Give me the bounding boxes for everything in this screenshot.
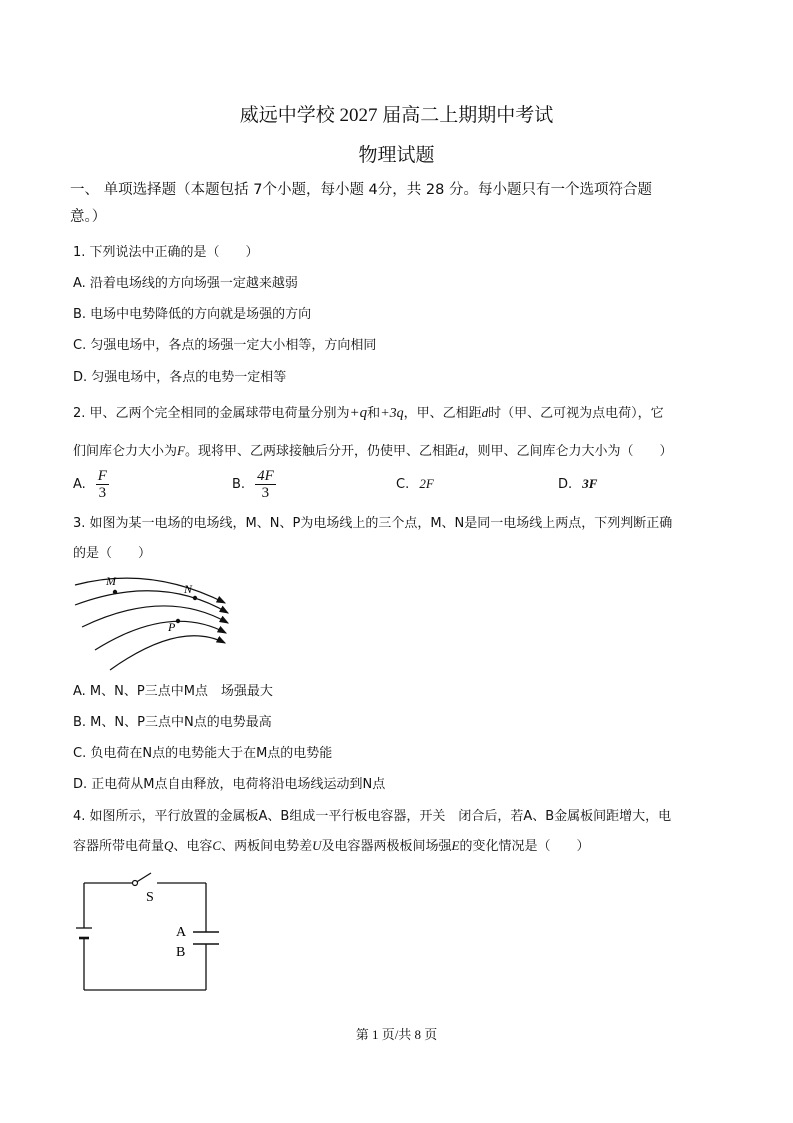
q2-stem-a: 2. 甲、乙两个完全相同的金属球带电荷量分别为 (73, 406, 350, 421)
q1-option-d: D. 匀强电场中，各点的电势一定相等 (73, 370, 287, 385)
q2-option-a-den: 3 (98, 484, 107, 501)
label-n: N (184, 582, 193, 596)
q4-line2-a: 容器所带电荷量 (73, 839, 165, 854)
q2-charge1: +q (349, 405, 368, 421)
q2-option-a-label: A. (73, 476, 86, 492)
q3-option-a: A. M、N、P三点中M点 场强最大 (73, 684, 273, 699)
q2-line2-c: ，则甲、乙间库仑力大小为（ ） (464, 444, 673, 459)
q2-option-d-value: 3F (582, 476, 598, 491)
q4-line2-c: 、两板间电势差 (221, 839, 313, 854)
switch-pivot (133, 881, 138, 886)
exam-subtitle: 物理试题 (358, 145, 435, 166)
q4-symbol-e: E (451, 838, 460, 853)
q2-charge2: +3q (380, 406, 404, 421)
q4-symbol-c: C (212, 838, 222, 853)
q2-stem-c: 时（甲、乙可视为点电荷），它 (488, 406, 664, 421)
q2-stem-line1 (73, 402, 664, 422)
q2-distance-d2: d (457, 443, 465, 458)
q2-option-b-den: 3 (261, 484, 270, 501)
q2-option-c-value: 2F (419, 476, 434, 491)
q2-option-b-num: 4F (257, 467, 274, 484)
q2-line2-b: 。现将甲、乙两球接触后分开，仍使甲、乙相距 (184, 444, 458, 459)
q2-option-c-label: C. (396, 477, 410, 492)
q3-field-lines-figure (70, 565, 240, 675)
q2-option-b-label: B. (232, 476, 246, 492)
exam-title: 威远中学校 2027 届高二上期期中考试 (239, 105, 554, 126)
q1-option-a: A. 沿着电场线的方向场强一定越来越弱 (73, 276, 298, 291)
q2-option-b (232, 464, 276, 504)
q4-stem-line2 (73, 835, 589, 854)
q2-distance-d: d (481, 405, 489, 420)
q2-option-c (396, 476, 434, 492)
q3-option-d: D. 正电荷从M点自由释放，电荷将沿电场线运动到N点 (73, 777, 386, 792)
q1-stem: 1. 下列说法中正确的是（ ） (73, 245, 259, 260)
section-heading-line1: 一、 单项选择题（本题包括 7个小题，每小题 4分，共 28 分。每小题只有一个选项符合题 (70, 182, 652, 198)
q4-line2-b: 、电容 (173, 839, 213, 854)
field-line-5 (110, 636, 225, 670)
q2-force-f: F (177, 443, 185, 458)
q4-line2-e: 的变化情况是（ ） (459, 839, 590, 854)
q3-stem-line2: 的是（ ） (73, 546, 152, 561)
q2-stem-line2 (73, 440, 673, 459)
q2-option-a-fraction (96, 468, 109, 501)
q3-option-c: C. 负电荷在N点的电势能大于在M点的电势能 (73, 746, 333, 761)
label-p: P (168, 620, 176, 634)
q4-symbol-q: Q (164, 838, 174, 853)
q2-and: 和 (367, 406, 381, 421)
q1-option-b: B. 电场中电势降低的方向就是场强的方向 (73, 307, 312, 322)
q2-option-b-fraction (255, 468, 276, 501)
q3-option-b: B. M、N、P三点中N点的电势最高 (73, 715, 272, 730)
field-line-4 (95, 621, 226, 650)
label-m: M (106, 574, 116, 588)
label-s: S (146, 890, 154, 905)
page-footer: 第 1 页/共 8 页 (355, 1027, 438, 1042)
q4-circuit-figure (75, 868, 220, 998)
q2-option-a-num: F (97, 467, 107, 484)
section-heading-line2: 意。） (70, 209, 107, 225)
q4-stem-line1: 4. 如图所示，平行放置的金属板A、B组成一平行板电容器，开关 闭合后，若A、B金属板间距增大，电 (73, 809, 672, 824)
label-a: A (176, 925, 187, 940)
q1-option-c: C. 匀强电场中，各点的场强一定大小相等，方向相同 (73, 338, 377, 353)
q2-line2-a: 们间库仑力大小为 (73, 444, 178, 459)
label-b: B (176, 945, 186, 960)
point-n (193, 596, 197, 600)
q2-option-d-label: D. (558, 477, 573, 492)
q3-stem-line1: 3. 如图为某一电场的电场线，M、N、P为电场线上的三个点，M、N是同一电场线上两点，下列判断正确 (73, 516, 673, 531)
q2-stem-b: ，甲、乙相距 (403, 406, 482, 421)
point-p (176, 619, 180, 623)
point-m (113, 590, 117, 594)
q4-line2-d: 及电容器两极板间场强 (321, 839, 452, 854)
q2-option-d (558, 476, 597, 492)
q2-option-a (73, 464, 109, 504)
q4-symbol-u: U (312, 838, 322, 853)
